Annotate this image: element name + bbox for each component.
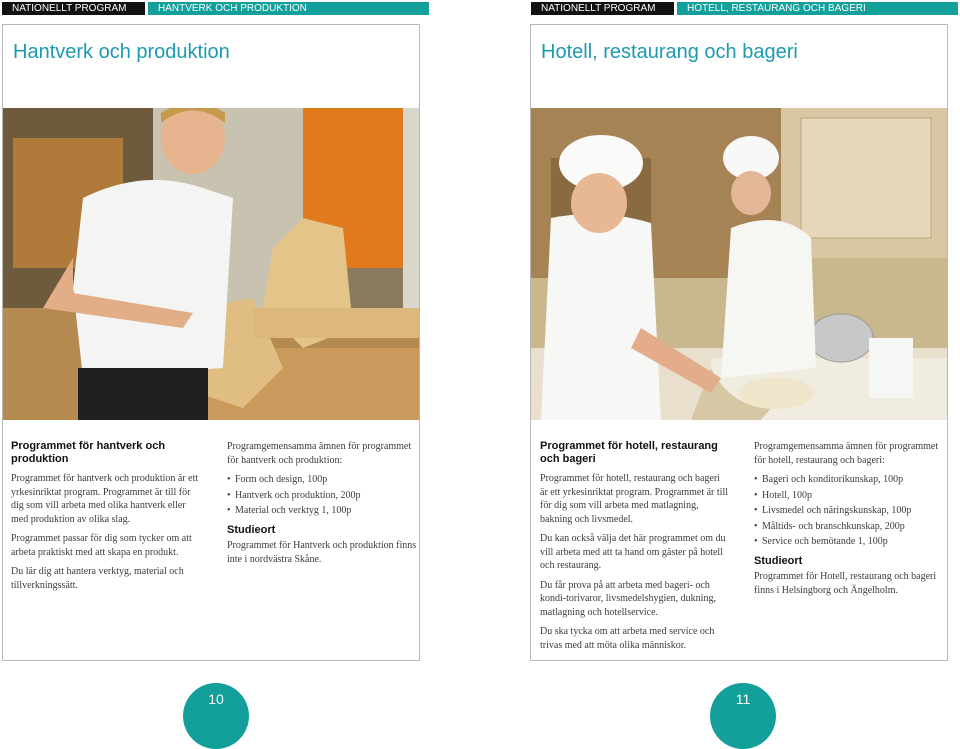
left-paragraph-1: Programmet för hantverk och produktion är ett yrkesinriktat program. Programmet är till för dig som vill arbeta med olika hantverk eller med produktion av olika slag. <box>11 473 199 525</box>
right-column-1 <box>540 440 730 658</box>
woodwork-photo <box>3 108 419 420</box>
right-program-heading: Programmet för hotell, restaurang och bageri <box>540 440 718 465</box>
bakery-photo-illustration <box>531 108 947 420</box>
left-page-panel <box>2 24 420 661</box>
list-item: • Bageri och konditorikunskap, 100p <box>754 473 944 487</box>
right-paragraph-4: Du ska tycka om att arbeta med service och trivas med att möta olika människor. <box>540 626 715 651</box>
left-header-program: HANTVERK OCH PRODUKTION <box>148 2 429 15</box>
left-subjects-intro: Programgemensamma ämnen för programmet för hantverk och produktion: <box>227 441 412 466</box>
left-study-location-heading: Studieort <box>227 523 276 536</box>
list-item: • Service och bemötande 1, 100p <box>754 535 944 549</box>
list-item: • Måltids- och branschkunskap, 200p <box>754 520 944 534</box>
list-item: • Livsmedel och näringskunskap, 100p <box>754 504 944 518</box>
right-page-panel <box>530 24 948 661</box>
right-subjects-intro: Programgemensamma ämnen för programmet för hotell, restaurang och bageri: <box>754 441 939 466</box>
right-header-program: HOTELL, RESTAURANG OCH BAGERI <box>677 2 958 15</box>
right-subjects-list <box>754 473 944 549</box>
right-paragraph-2: Du kan också välja det här programmet om du vill arbeta med att ta hand om gäster på hotell och restaurang. <box>540 533 726 571</box>
left-paragraph-2: Programmet passar för dig som tycker om att arbeta praktiskt med att skapa en produkt. <box>11 533 192 558</box>
right-header-section: NATIONELLT PROGRAM <box>531 2 674 15</box>
right-study-location-text: Programmet för Hotell, restaurang och bageri finns i Helsingborg och Ängelholm. <box>754 571 937 596</box>
list-item: • Form och design, 100p <box>227 473 417 487</box>
right-paragraph-3: Du får prova på att arbeta med bageri- och kondi-torivaror, livsmedelshygien, dukning, matlagning och hotellservice. <box>540 579 716 618</box>
right-column-2 <box>754 440 944 603</box>
list-item: • Hotell, 100p <box>754 489 944 503</box>
page-number-left: 10 <box>183 683 249 749</box>
left-study-location-text: Programmet för Hantverk och produktion finns inte i nordvästra Skåne. <box>227 540 417 565</box>
left-program-heading: Programmet för hantverk och produktion <box>11 440 166 465</box>
page-number-right: 11 <box>710 683 776 749</box>
left-paragraph-3: Du lär dig att hantera verktyg, material och tillverkningssätt. <box>11 566 184 591</box>
right-paragraph-1: Programmet för hotell, restaurang och bageri är ett yrkesinriktat program. Programmet är till för dig som vill arbeta med matlagning, bakning och livsmedel. <box>540 473 728 525</box>
list-item: • Hantverk och produktion, 200p <box>227 489 417 503</box>
left-header-section: NATIONELLT PROGRAM <box>2 2 145 15</box>
right-study-location-heading: Studieort <box>754 554 803 567</box>
bakery-photo <box>531 108 947 420</box>
left-subjects-list <box>227 473 417 518</box>
left-page-title: Hantverk och produktion <box>13 41 230 63</box>
left-column-1 <box>11 440 201 598</box>
right-page-title: Hotell, restaurang och bageri <box>541 41 798 63</box>
left-column-2 <box>227 440 417 572</box>
list-item: • Material och verktyg 1, 100p <box>227 504 417 518</box>
woodwork-photo-illustration <box>3 108 419 420</box>
